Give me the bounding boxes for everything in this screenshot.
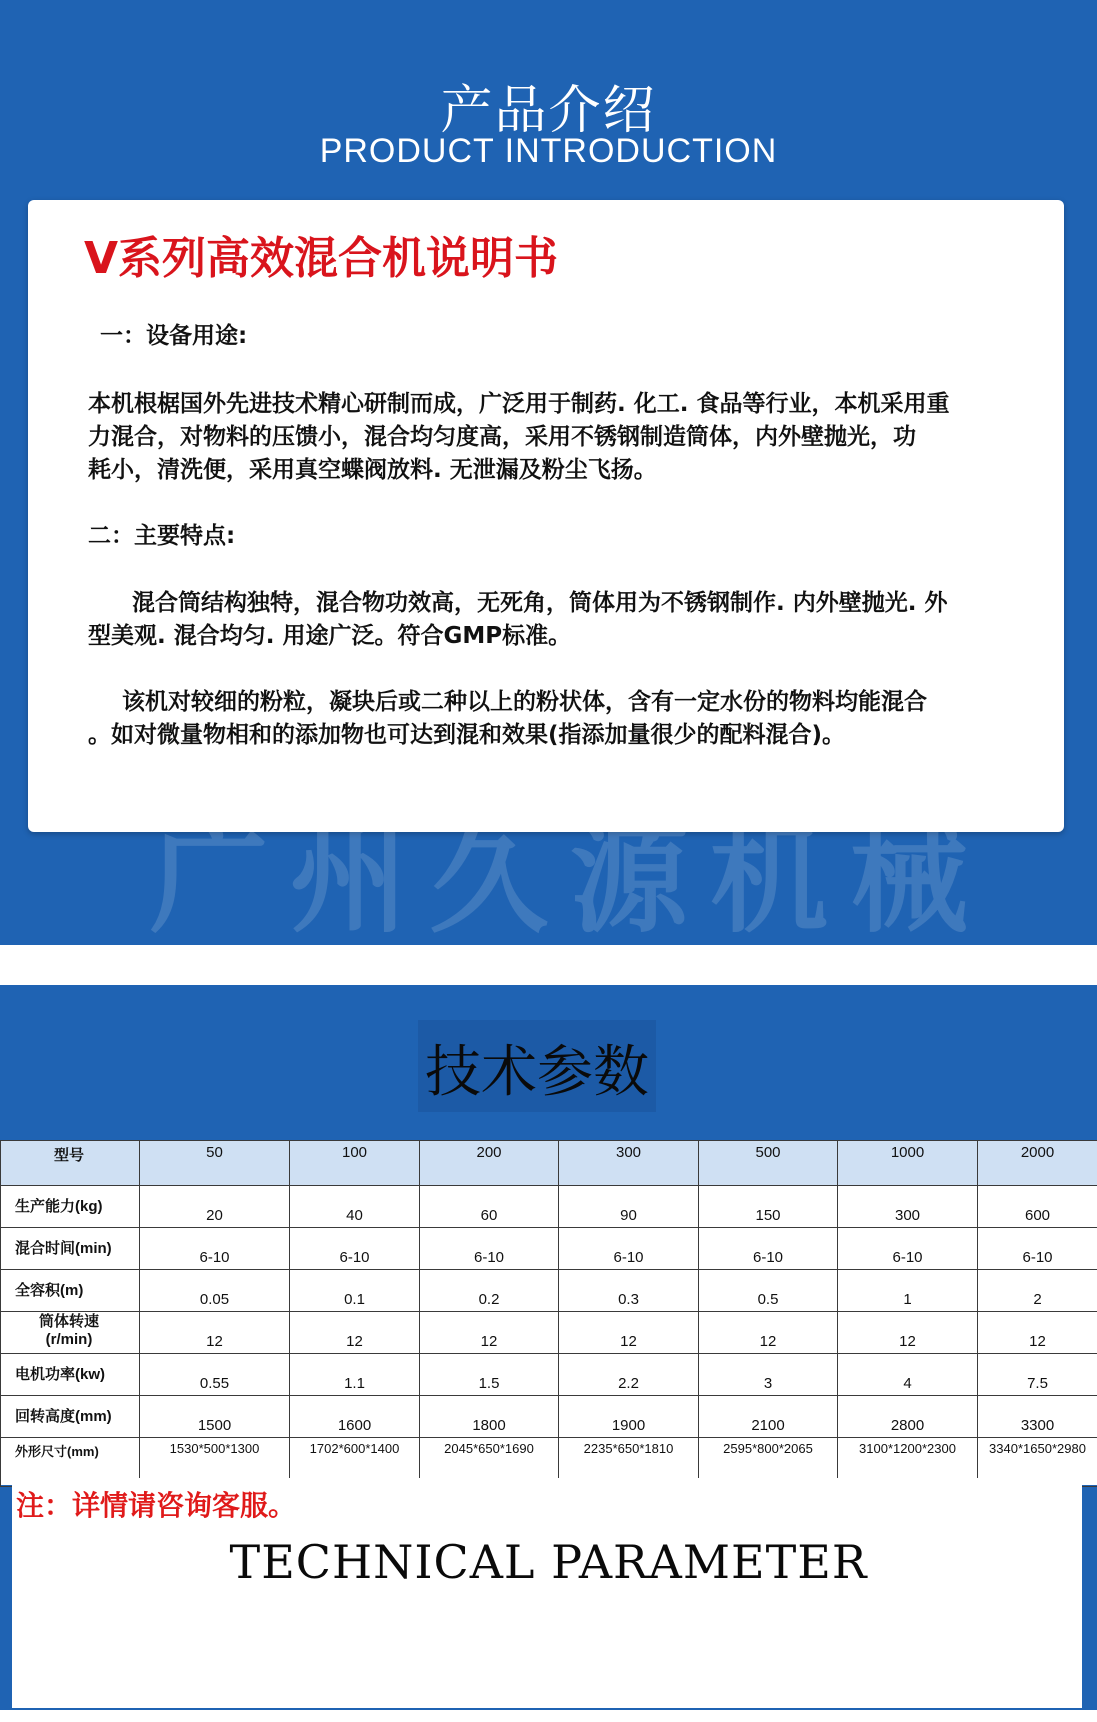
value-cell: 12 <box>838 1312 978 1354</box>
value-cell: 3100*1200*2300 <box>838 1438 978 1487</box>
section1-line: 力混合，对物料的压馈小，混合均匀度高，采用不锈钢制造筒体，内外壁抛光，功 <box>88 424 916 450</box>
tech-title: 技术参数 <box>425 1040 649 1105</box>
value-cell: 150 <box>699 1186 838 1228</box>
value-cell: 12 <box>978 1312 1097 1354</box>
row-label-cell: 全容积(m) <box>1 1270 140 1312</box>
value-cell: 6-10 <box>838 1228 978 1270</box>
value-cell: 1702*600*1400 <box>290 1438 420 1487</box>
value-cell: 2045*650*1690 <box>420 1438 559 1487</box>
value-cell: 1900 <box>559 1396 699 1438</box>
table-row <box>1 1186 1097 1228</box>
value-cell: 0.1 <box>290 1270 420 1312</box>
table-header-row <box>1 1141 1097 1186</box>
row-label-cell: 回转高度(mm) <box>1 1396 140 1438</box>
value-cell: 12 <box>559 1312 699 1354</box>
row-label-cell: 电机功率(kw) <box>1 1354 140 1396</box>
value-cell: 0.5 <box>699 1270 838 1312</box>
value-cell: 3340*1650*2980 <box>978 1438 1097 1487</box>
value-cell: 2235*650*1810 <box>559 1438 699 1487</box>
value-cell: 1500 <box>140 1396 290 1438</box>
value-cell: 2800 <box>838 1396 978 1438</box>
watermark: 广州久源机械 <box>150 811 991 949</box>
section3-line: 。如对微量物相和的添加物也可达到混和效果(指添加量很少的配料混合)。 <box>88 722 846 748</box>
table-row <box>1 1312 1097 1354</box>
spec-table <box>0 1140 1097 1487</box>
value-cell: 0.2 <box>420 1270 559 1312</box>
row-label-cell: 混合时间(min) <box>1 1228 140 1270</box>
value-cell: 3 <box>699 1354 838 1396</box>
value-cell: 600 <box>978 1186 1097 1228</box>
intro-title: 产品介绍 <box>440 81 657 141</box>
tech-title-en: TECHNICAL PARAMETER <box>229 1535 868 1589</box>
model-cell: 100 <box>290 1141 420 1186</box>
value-cell: 1600 <box>290 1396 420 1438</box>
value-cell: 20 <box>140 1186 290 1228</box>
table-row <box>1 1396 1097 1438</box>
section1-line: 本机根椐国外先进技术精心研制而成，广泛用于制药. 化工. 食品等行业，本机采用重 <box>88 391 950 417</box>
value-cell: 6-10 <box>290 1228 420 1270</box>
row-label-cell: 生产能力(kg) <box>1 1186 140 1228</box>
section2-line: 混合筒结构独特，混合物功效高，无死角，筒体用为不锈钢制作. 内外壁抛光. 外 <box>132 590 948 616</box>
model-cell: 300 <box>559 1141 699 1186</box>
section2-body <box>88 587 948 653</box>
value-cell: 6-10 <box>978 1228 1097 1270</box>
value-cell: 12 <box>699 1312 838 1354</box>
value-cell: 0.05 <box>140 1270 290 1312</box>
row-label-cell: 外形尺寸(mm) <box>1 1438 140 1487</box>
value-cell: 1800 <box>420 1396 559 1438</box>
section1-heading: 一：设备用途: <box>100 323 248 349</box>
value-cell: 2 <box>978 1270 1097 1312</box>
table-row <box>1 1270 1097 1312</box>
value-cell: 2595*800*2065 <box>699 1438 838 1487</box>
value-cell: 0.3 <box>559 1270 699 1312</box>
model-cell: 50 <box>140 1141 290 1186</box>
value-cell: 300 <box>838 1186 978 1228</box>
value-cell: 0.55 <box>140 1354 290 1396</box>
value-cell: 12 <box>140 1312 290 1354</box>
table-row <box>1 1354 1097 1396</box>
value-cell: 7.5 <box>978 1354 1097 1396</box>
model-cell: 2000 <box>978 1141 1097 1186</box>
value-cell: 1530*500*1300 <box>140 1438 290 1487</box>
value-cell: 90 <box>559 1186 699 1228</box>
section3-body <box>88 686 927 752</box>
section2-line: 型美观. 混合均匀. 用途广泛。符合GMP标准。 <box>88 623 572 649</box>
value-cell: 12 <box>290 1312 420 1354</box>
table-row <box>1 1228 1097 1270</box>
manual-title: V系列高效混合机说明书 <box>84 233 559 284</box>
note-text: 注：详情请咨询客服。 <box>16 1489 297 1522</box>
value-cell: 4 <box>838 1354 978 1396</box>
value-cell: 1.1 <box>290 1354 420 1396</box>
model-header-cell: 型号 <box>1 1141 140 1186</box>
value-cell: 40 <box>290 1186 420 1228</box>
section2-heading: 二：主要特点: <box>88 523 236 549</box>
value-cell: 6-10 <box>140 1228 290 1270</box>
value-cell: 12 <box>420 1312 559 1354</box>
value-cell: 1.5 <box>420 1354 559 1396</box>
value-cell: 2100 <box>699 1396 838 1438</box>
value-cell: 6-10 <box>699 1228 838 1270</box>
value-cell: 6-10 <box>420 1228 559 1270</box>
row-label-cell: 筒体转速 (r/min) <box>1 1312 140 1354</box>
value-cell: 1 <box>838 1270 978 1312</box>
section1-line: 耗小，清洗便，采用真空蝶阀放料. 无泄漏及粉尘飞扬。 <box>88 457 657 483</box>
model-cell: 1000 <box>838 1141 978 1186</box>
section3-line: 该机对较细的粉粒，凝块后或二种以上的粉状体，含有一定水份的物料均能混合 <box>122 689 927 715</box>
section1-body <box>88 388 950 487</box>
model-cell: 500 <box>699 1141 838 1186</box>
value-cell: 60 <box>420 1186 559 1228</box>
model-cell: 200 <box>420 1141 559 1186</box>
value-cell: 6-10 <box>559 1228 699 1270</box>
value-cell: 2.2 <box>559 1354 699 1396</box>
intro-subtitle: PRODUCT INTRODUCTION <box>319 132 778 170</box>
value-cell: 3300 <box>978 1396 1097 1438</box>
